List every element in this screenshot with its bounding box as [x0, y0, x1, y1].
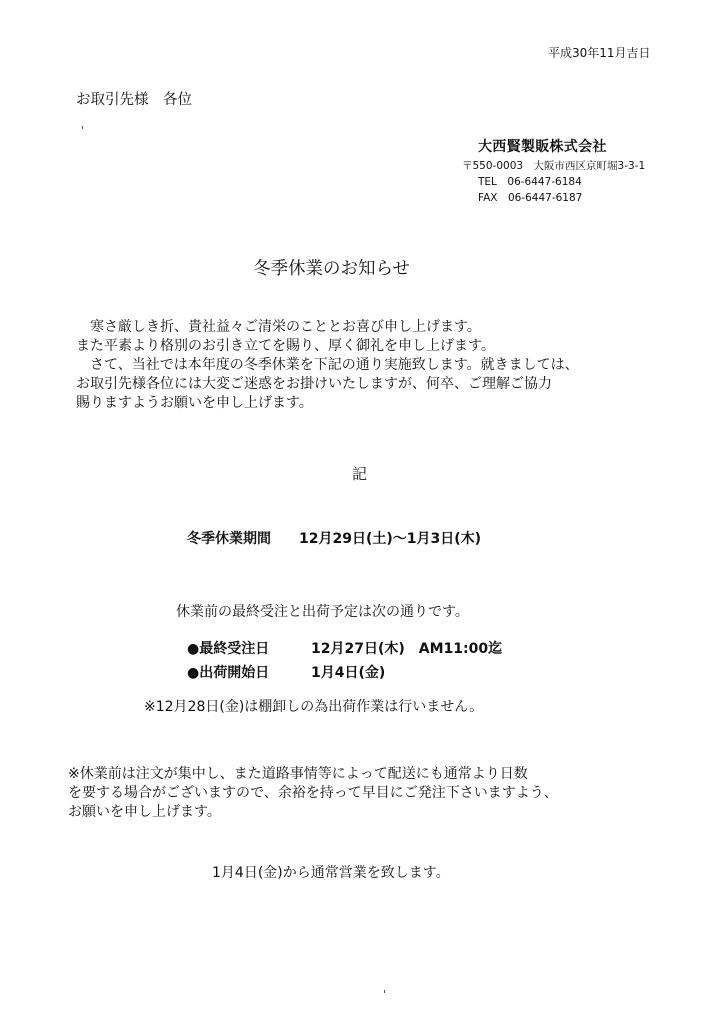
holiday-period-label: 冬季休業期間 — [187, 531, 271, 547]
body-line: 寒さ厳しき折、貴社益々ご清栄のこととお喜び申し上げます。 — [76, 319, 481, 335]
resume-business-text: 1月4日(金)から通常営業を致します。 — [212, 865, 450, 881]
body-line: また平素より格別のお引き立てを賜り、厚く御礼を申し上げます。 — [76, 338, 495, 354]
scan-speck — [82, 126, 83, 129]
notice-title: 冬季休業のお知らせ — [253, 259, 410, 279]
last-order-item — [187, 638, 502, 658]
body-line: お取引先様各位には大変ご迷惑をお掛けいたしますが、何卒、ご理解ご協力 — [76, 376, 552, 392]
note-line: ※休業前は注文が集中し、また道路事情等によって配送にも通常より日数 — [68, 766, 528, 782]
shipping-start-label: ●出荷開始日 — [187, 665, 270, 681]
holiday-period — [187, 528, 481, 548]
sender-address: 〒550-0003 大阪市西区京町堀3-3-1 — [462, 160, 646, 172]
note-line: を要する場合がございますので、余裕を持って早目にご発注下さいますよう、 — [68, 785, 558, 801]
body-line: 賜りますようお願いを申し上げます。 — [76, 395, 313, 411]
shipping-start-value: 1月4日(金) — [311, 665, 386, 681]
holiday-period-value: 12月29日(土)～1月3日(木) — [299, 531, 482, 547]
last-order-label: ●最終受注日 — [187, 641, 270, 657]
schedule-intro: 休業前の最終受注と出荷予定は次の通りです。 — [176, 604, 469, 620]
last-order-value: 12月27日(木) AM11:00迄 — [311, 641, 503, 657]
shipping-start-item — [187, 662, 385, 682]
sender-tel: TEL 06-6447-6184 — [478, 176, 582, 188]
note-line: お願いを申し上げます。 — [68, 804, 221, 820]
addressee: お取引先様 各位 — [76, 92, 192, 108]
document-date: 平成30年11月吉日 — [548, 46, 651, 60]
body-line: さて、当社では本年度の冬季休業を下記の通り実施致します。就きましては、 — [76, 357, 579, 373]
scan-speck — [384, 990, 385, 993]
ki-marker: 記 — [352, 465, 368, 483]
body-text — [76, 318, 676, 413]
order-advice-note — [68, 765, 558, 822]
inventory-note: ※12月28日(金)は棚卸しの為出荷作業は行いません。 — [144, 699, 484, 715]
sender-fax: FAX 06-6447-6187 — [478, 192, 583, 204]
sender-company: 大西賢製販株式会社 — [478, 139, 607, 155]
